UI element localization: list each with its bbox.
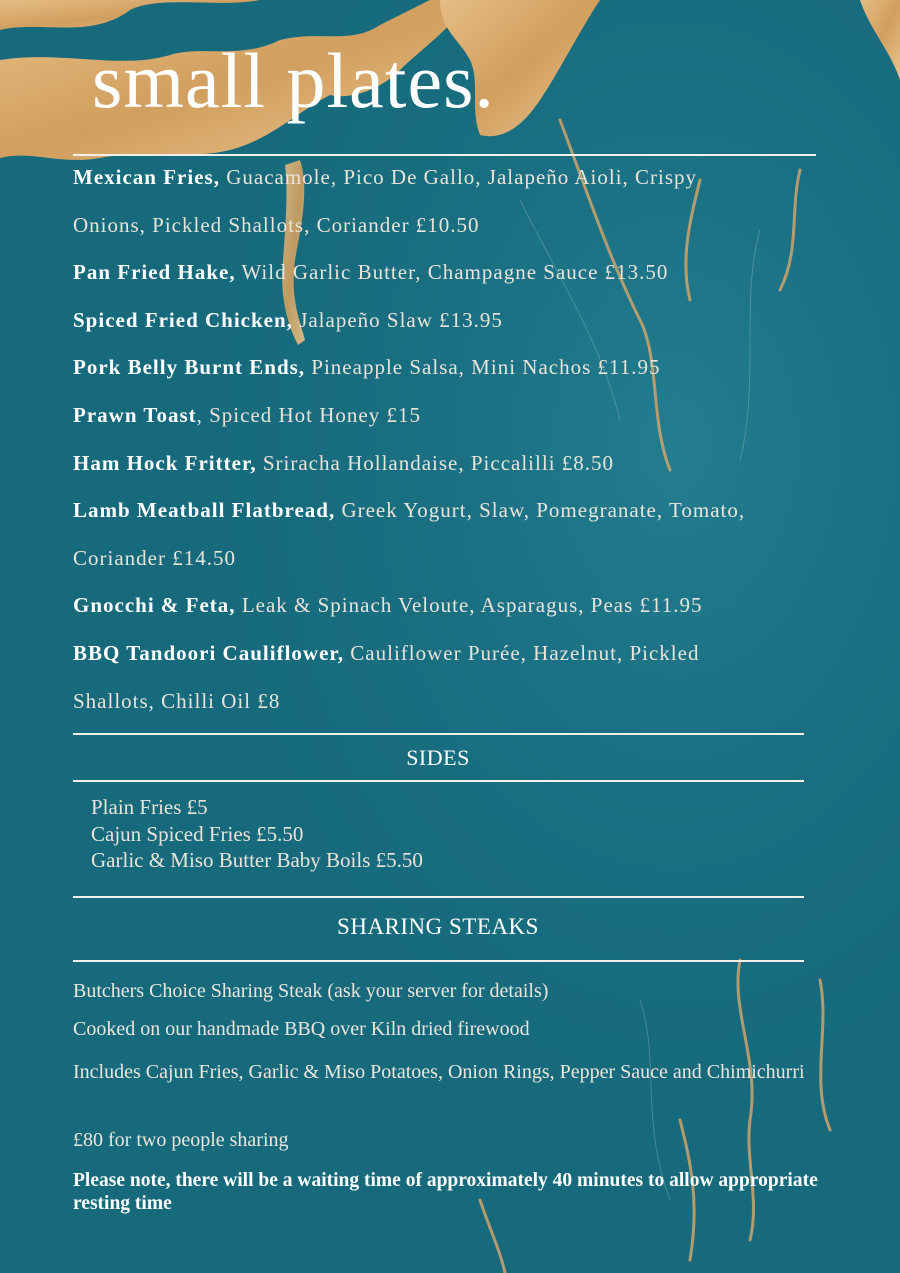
steak-price: £80 for two people sharing (73, 1129, 289, 1151)
dish-description: Sriracha Hollandaise, Piccalilli £8.50 (256, 450, 615, 475)
menu-item (73, 154, 813, 202)
dish-name: Prawn Toast (73, 402, 197, 427)
sides-list (91, 794, 423, 874)
menu-item (73, 440, 813, 488)
dish-description: Cauliflower Purée, Hazelnut, Pickled (344, 640, 700, 665)
dish-name: Gnocchi & Feta, (73, 593, 236, 618)
sides-bottom-divider (73, 780, 804, 782)
dish-description: Pineapple Salsa, Mini Nachos £11.95 (305, 355, 661, 380)
sides-heading: SIDES (406, 745, 470, 770)
steaks-bottom-divider (73, 960, 804, 962)
dish-name: Spiced Fried Chicken, (73, 307, 293, 332)
sides-top-divider (73, 733, 804, 735)
menu-item (73, 582, 813, 630)
side-item: Garlic & Miso Butter Baby Boils £5.50 (91, 848, 423, 872)
dish-description: Jalapeño Slaw £13.95 (292, 307, 503, 332)
dish-description: Greek Yogurt, Slaw, Pomegranate, Tomato, (335, 498, 746, 523)
steak-cooking-note: Cooked on our handmade BBQ over Kiln dried firewood (73, 1018, 530, 1040)
side-item: Plain Fries £5 (91, 795, 208, 819)
small-plates-list (73, 154, 813, 725)
menu-item (73, 535, 813, 583)
dish-name: Mexican Fries, (73, 165, 220, 189)
menu-item (73, 297, 813, 345)
dish-name: Ham Hock Fritter, (73, 450, 257, 475)
menu-item (73, 202, 813, 250)
side-item: Cajun Spiced Fries £5.50 (91, 821, 304, 846)
menu-item (73, 249, 813, 297)
dish-description: Wild Garlic Butter, Champagne Sauce £13.50 (235, 260, 669, 285)
dish-description: Onions, Pickled Shallots, Coriander £10.50 (73, 212, 480, 237)
steak-includes: Includes Cajun Fries, Garlic & Miso Potatoes, Onion Rings, Pepper Sauce and Chimichurri (73, 1061, 805, 1083)
dish-description: Guacamole, Pico De Gallo, Jalapeño Aioli, Crispy (219, 165, 698, 189)
menu-item (73, 630, 813, 678)
dish-name: Pan Fried Hake, (73, 260, 236, 285)
dish-description: Shallots, Chilli Oil £8 (73, 688, 281, 713)
dish-name: BBQ Tandoori Cauliflower, (73, 640, 345, 665)
dish-description: Leak & Spinach Veloute, Asparagus, Peas £11.95 (235, 593, 703, 618)
steaks-top-divider (73, 896, 804, 898)
menu-item (73, 392, 813, 440)
menu-item (73, 344, 813, 392)
dish-description: Coriander £14.50 (73, 545, 236, 570)
steak-description: Butchers Choice Sharing Steak (ask your server for details) (73, 980, 549, 1002)
menu-item (73, 678, 813, 726)
dish-name: Lamb Meatball Flatbread, (73, 498, 336, 523)
waiting-time-note: Please note, there will be a waiting time of approximately 40 minutes to allow appropriate resting time (73, 1170, 818, 1214)
sharing-steaks-heading: SHARING STEAKS (337, 914, 539, 939)
menu-item (73, 487, 813, 535)
page-title: small plates. (92, 37, 495, 124)
dish-description: , Spiced Hot Honey £15 (196, 402, 422, 427)
dish-name: Pork Belly Burnt Ends, (73, 355, 306, 380)
